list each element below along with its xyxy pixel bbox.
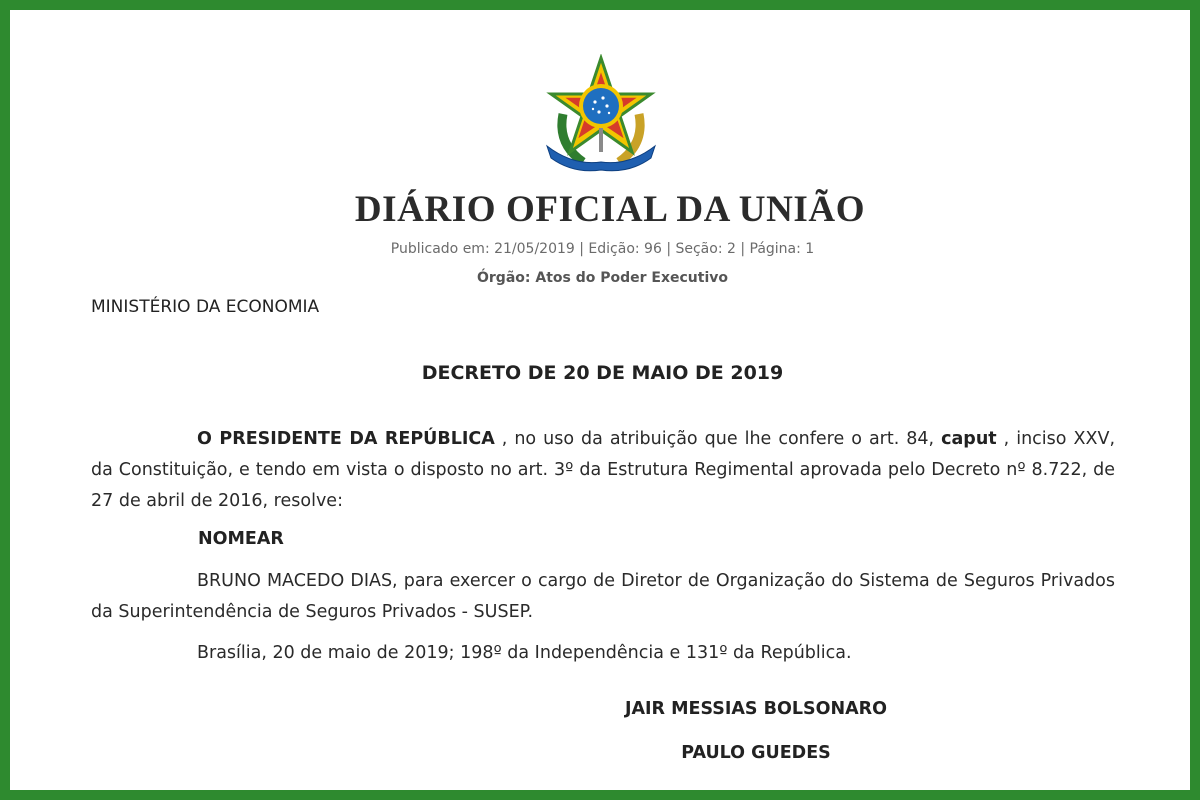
signature-president: JAIR MESSIAS BOLSONARO [624, 699, 888, 719]
decree-preamble [91, 424, 1115, 517]
preamble-text-a: , no uso da atribuição que lhe confere o art. 84, [494, 429, 942, 449]
caput-term: caput [941, 429, 997, 449]
issuing-body: Órgão: Atos do Poder Executivo [477, 270, 728, 286]
gazette-title: DIÁRIO OFICIAL DA UNIÃO [354, 189, 866, 230]
decree-title: DECRETO DE 20 DE MAIO DE 2019 [421, 362, 784, 384]
president-label: O PRESIDENTE DA REPÚBLICA [197, 429, 495, 449]
nomear-heading: NOMEAR [198, 529, 284, 549]
signature-minister: PAULO GUEDES [681, 743, 831, 763]
appointment-paragraph: BRUNO MACEDO DIAS, para exercer o cargo de Diretor de Organização do Sistema de Seguros Privados da Superintendência de Seguros Privados - SUSEP. [91, 571, 1115, 622]
place-date-paragraph: Brasília, 20 de maio de 2019; 198º da Independência e 131º da República. [197, 643, 852, 663]
preamble-text-b: , inciso XXV, da Constituição, e tendo em vista o disposto no art. 3º da Estrutura Regimental aprovada pelo Decreto nº 8.722, de 27 de abril de 2016, resolve: [91, 429, 1116, 511]
ministry-name: MINISTÉRIO DA ECONOMIA [91, 297, 320, 317]
brazil-coat-of-arms-icon [543, 54, 659, 172]
publication-info: Publicado em: 21/05/2019 | Edição: 96 | Seção: 2 | Página: 1 [390, 241, 815, 257]
